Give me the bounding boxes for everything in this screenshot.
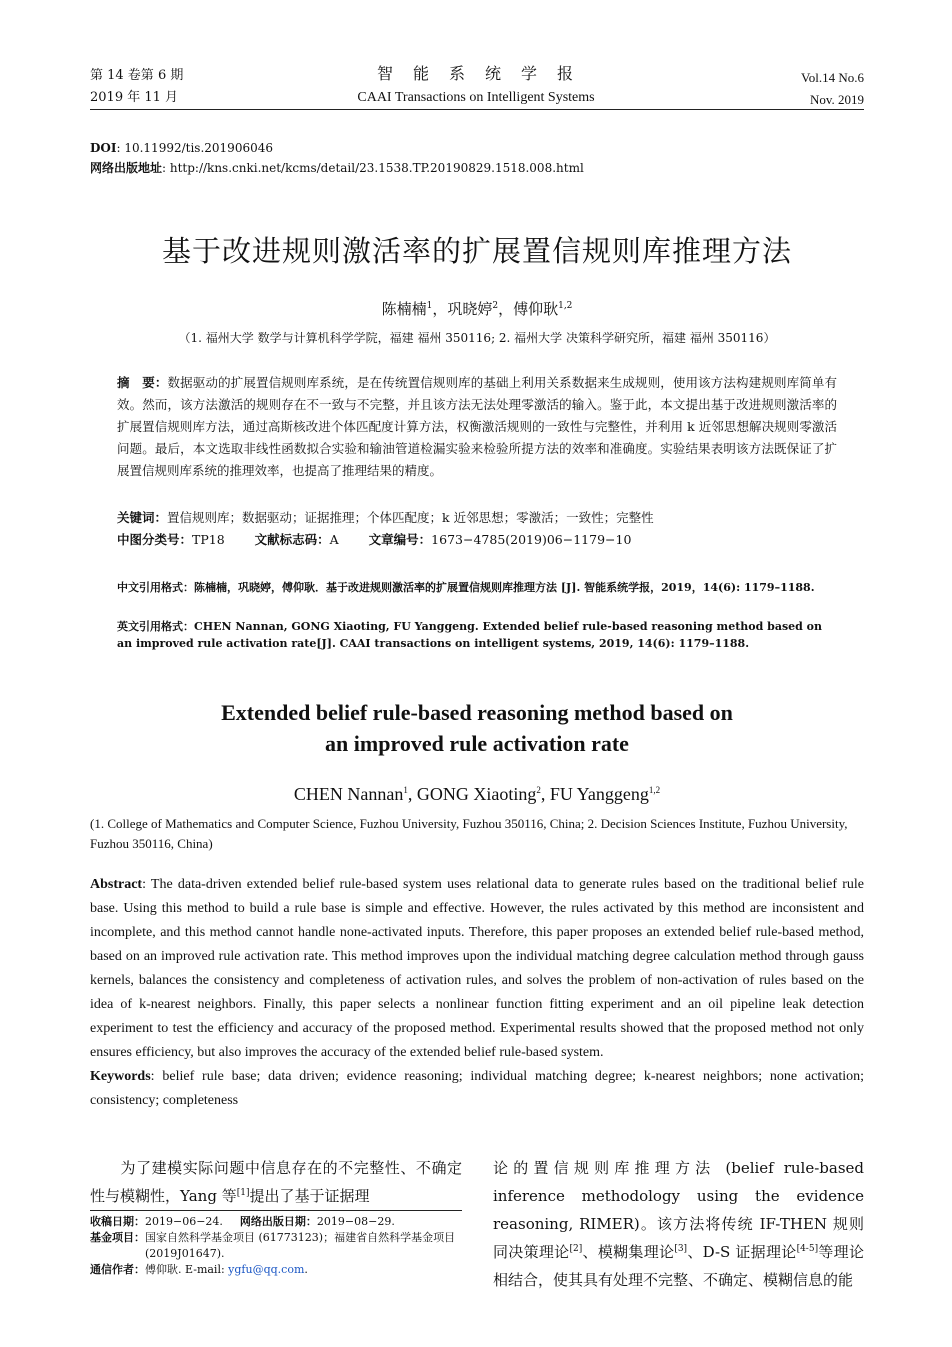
- fund-label: 基金项目：: [90, 1231, 145, 1244]
- body-right-text-4: 等理论相结合，使其具有处理不完整、不确定、模糊信息的能: [493, 1243, 864, 1289]
- online-date-label: 网络出版日期：: [239, 1215, 317, 1228]
- authors-cn: [90, 298, 864, 319]
- keywords-cn: [117, 507, 837, 529]
- citation-cn: 中文引用格式：陈楠楠，巩晓婷，傅仰耿．基于改进规则激活率的扩展置信规则库推理方法 [J]. 智能系统学报，2019，14(6): 1179–1188.: [117, 581, 815, 594]
- abstract-en: [90, 873, 864, 1113]
- footnote-dates: [90, 1214, 462, 1230]
- author-en-1-sup: 1: [403, 785, 408, 795]
- corresponding-label: 通信作者：: [90, 1263, 145, 1276]
- body-left-text-1: 为了建模实际问题中信息存在的不完整性、不确定性与模糊性，Yang 等: [90, 1159, 462, 1205]
- footnote-corresponding: [90, 1262, 462, 1278]
- keywords-cn-label: 关键词：: [117, 510, 168, 525]
- journal-title-en: CAAI Transactions on Intelligent Systems: [357, 90, 595, 105]
- corresponding-email-link[interactable]: ygfu@qq.com: [228, 1263, 305, 1276]
- footnote: [90, 1214, 462, 1278]
- affiliation-cn: （1. 福州大学 数学与计算机科学学院，福建 福州 350116; 2. 福州大学 决策科学研究所，福建 福州 350116）: [178, 331, 776, 345]
- body-left-column: [90, 1154, 462, 1210]
- header-rule: [90, 109, 864, 110]
- author-cn-1: 陈楠楠: [381, 300, 427, 318]
- paper-title-cn: 基于改进规则激活率的扩展置信规则库推理方法: [161, 234, 792, 268]
- received-date-value: 2019−06−24.: [145, 1215, 223, 1228]
- citation-en: 英文引用格式：CHEN Nannan, GONG Xiaoting, FU Yanggeng. Extended belief rule-based reasoning method based on an improved rule activation rate[J]. CAAI transactions on intelligent systems, 2019, 14(6): 1179–1188.: [117, 620, 822, 650]
- online-address-value: : http://kns.cnki.net/kcms/detail/23.1538.TP.20190829.1518.008.html: [162, 161, 584, 175]
- paper-title-en-line2: an improved rule activation rate: [325, 731, 629, 756]
- affiliation-en: (1. College of Mathematics and Computer Science, Fuzhou University, Fuzhou 350116, China; 2. Decision Sciences Institute, Fuzhou University, Fuzhou 350116, China): [90, 816, 848, 851]
- clc-value: TP18: [192, 532, 225, 547]
- author-en-3-sup: 1,2: [648, 785, 661, 795]
- body-right-column: [493, 1154, 864, 1294]
- author-cn-3-sup: 1,2: [558, 301, 573, 311]
- author-en-2: , GONG Xiaoting: [407, 784, 537, 804]
- citation-ref-2[interactable]: [2]: [569, 1244, 583, 1254]
- keywords-cn-text: 置信规则库；数据驱动；证据推理；个体匹配度；k 近邻思想；零激活；一致性；完整性: [167, 510, 654, 525]
- corresponding-end: .: [304, 1263, 308, 1276]
- doc-code-value: A: [329, 532, 339, 547]
- author-cn-1-sup: 1: [426, 301, 433, 311]
- footnote-fund: [90, 1230, 462, 1262]
- author-en-1: CHEN Nannan: [293, 784, 404, 804]
- header-date-en: Nov. 2019: [809, 92, 864, 107]
- clc-label: 中图分类号：: [117, 532, 193, 547]
- author-cn-2: ，巩晓婷: [432, 300, 493, 318]
- journal-title-cn: 智 能 系 统 学 报: [376, 64, 575, 83]
- body-left-text-2: 提出了基于证据理: [249, 1187, 370, 1205]
- online-address-label: 网络出版地址: [90, 161, 163, 175]
- classification-line: [117, 529, 837, 551]
- header-volume-cn: 第 14 卷第 6 期: [90, 68, 184, 83]
- author-en-2-sup: 2: [536, 785, 541, 795]
- body-right-text-3: 、D-S 证据理论: [687, 1243, 797, 1261]
- header-volume-en: Vol.14 No.6: [801, 70, 864, 85]
- fund-value: 国家自然科学基金项目 (61773123)；福建省自然科学基金项目 (2019J01647).: [145, 1231, 456, 1260]
- article-number-value: 1673−4785(2019)06−1179−10: [431, 532, 632, 547]
- paper-title-en-line1: Extended belief rule-based reasoning method based on: [221, 700, 733, 725]
- abstract-cn-label: 摘 要：: [117, 375, 168, 390]
- body-right-text-1: 论的置信规则库推理方法 (belief rule-based inference methodology using the evidence reasoning, RIMER)。该方法将传统 IF-THEN 规则同决策理论: [493, 1159, 864, 1261]
- abstract-en-label: Abstract: [90, 877, 143, 892]
- doi-value: : 10.11992/tis.201906046: [116, 141, 273, 155]
- online-address-line: [90, 158, 584, 178]
- body-right-text-2: 、模糊集理论: [582, 1243, 675, 1261]
- abstract-cn-text: 数据驱动的扩展置信规则库系统，是在传统置信规则库的基础上利用关系数据来生成规则，使用该方法构建规则库简单有效。然而，该方法激活的规则存在不一致与不完整，并且该方法无法处理零激活的输入。鉴于此，本文提出基于改进规则激活率的扩展置信规则库方法，通过高斯核改进个体匹配度计算方法，权衡激活规则的一致性与完整性，并利用 k 近邻思想解决规则零激活问题。最后，本文选取非线性函数拟合实验和输油管道检漏实验来检验所提方法的效率和准确度。实验结果表明该方法既保证了扩展置信规则库系统的推理效率，也提高了推理结果的精度。: [117, 375, 837, 478]
- doi-label: DOI: [90, 141, 117, 155]
- article-number-label: 文章编号：: [368, 532, 432, 547]
- received-date-label: 收稿日期：: [90, 1215, 145, 1228]
- header-date-cn: 2019 年 11 月: [90, 90, 179, 105]
- abstract-cn: [117, 372, 837, 482]
- doc-code-label: 文献标志码：: [254, 532, 330, 547]
- online-date-value: 2019−08−29.: [316, 1215, 395, 1228]
- author-cn-2-sup: 2: [492, 301, 499, 311]
- keywords-en-text: : belief rule base; data driven; evidence reasoning; individual matching degree; k-nearest neighbors; none activation; consistency; completeness: [90, 1069, 864, 1108]
- corresponding-value: 傅仰耿. E-mail:: [145, 1263, 229, 1276]
- author-en-3: , FU Yanggeng: [540, 784, 649, 804]
- footnote-rule: [90, 1210, 462, 1211]
- citation-ref-3[interactable]: [3]: [674, 1244, 688, 1254]
- keywords-en-label: Keywords: [90, 1069, 151, 1084]
- abstract-en-text: : The data-driven extended belief rule-based system uses relational data to generate rules based on the traditional belief rule base. Using this method to build a rule base is simple and effective. However, the rules activated by this method are inconsistent and incomplete, and this method cannot handle none-activated inputs. Therefore, this paper proposes an extended belief rule-based method, based on an improved rule activation rate. This method improves upon the individual matching degree calculation method through gauss kernels, balances the consistency and completeness of activation rules, and solves the problem of non-activation of rules based on the idea of k-nearest neighbors. Finally, this paper selects a nonlinear function fitting experiment and an oil pipeline leak detection experiment to test the efficiency and accuracy of the proposed method. Experimental results showed that the proposed method not only ensures efficiency, but also improves the accuracy of the extended belief rule-based system.: [90, 877, 864, 1060]
- author-cn-3: ，傅仰耿: [498, 300, 559, 318]
- authors-en: [90, 784, 864, 805]
- paper-title-en: [90, 697, 864, 759]
- citation-ref-1[interactable]: [1]: [236, 1188, 250, 1198]
- doi-line: [90, 138, 273, 158]
- citation-ref-4-5[interactable]: [4-5]: [796, 1244, 819, 1254]
